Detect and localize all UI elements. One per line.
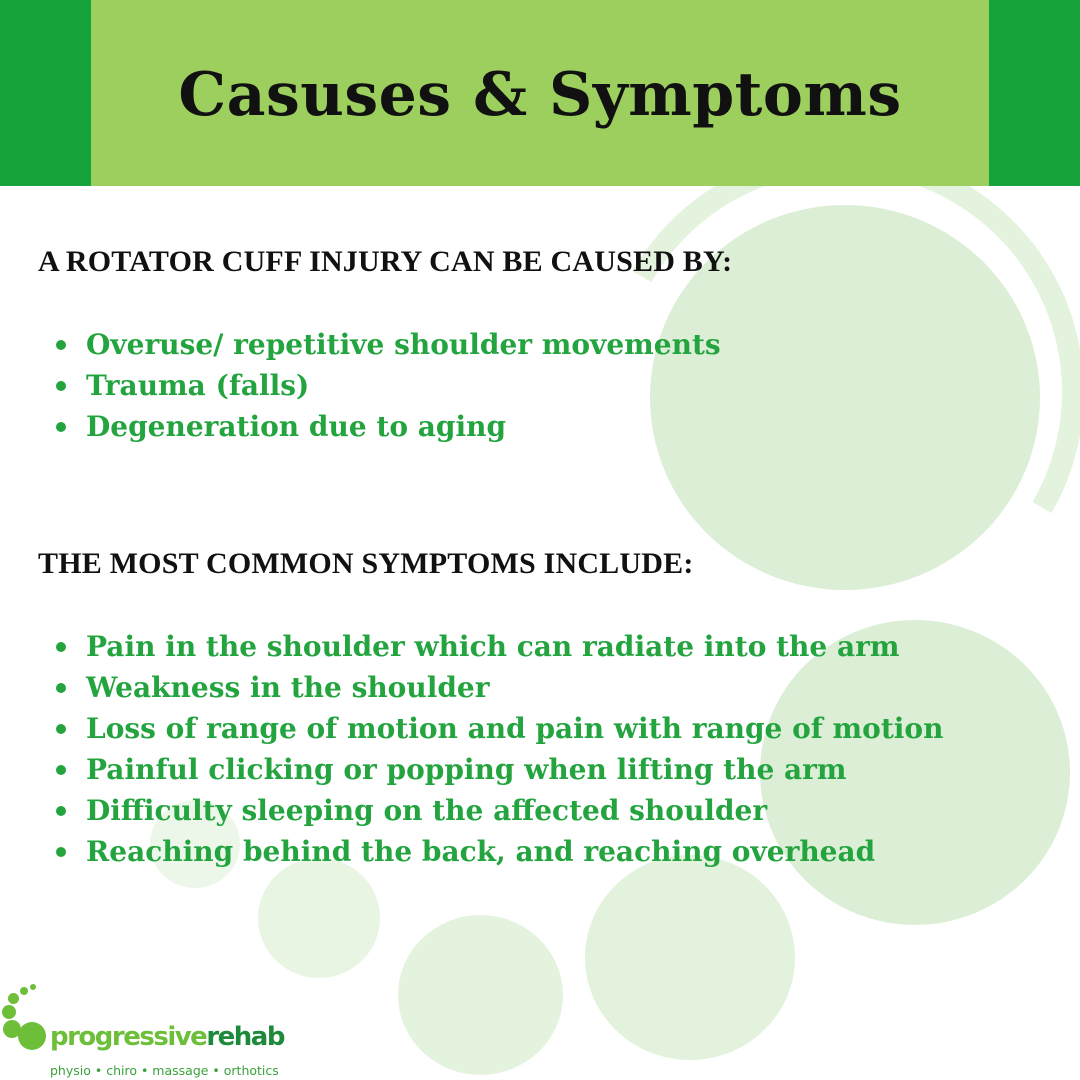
list-item [56, 749, 943, 790]
logo-dot-icon [30, 984, 36, 990]
list-item [56, 667, 943, 708]
bullet-icon [56, 806, 66, 816]
background-circle [258, 858, 380, 978]
bullet-icon [56, 422, 66, 432]
symptoms-list [56, 626, 943, 872]
list-item [56, 324, 721, 365]
logo-word-progressive: progressive [50, 1022, 207, 1052]
bullet-icon [56, 765, 66, 775]
company-logo [0, 980, 300, 1080]
bullet-icon [56, 847, 66, 857]
list-item-text: Difficulty sleeping on the affected shoulder [86, 794, 768, 827]
list-item [56, 406, 721, 447]
background-circle [585, 855, 795, 1060]
list-item [56, 365, 721, 406]
list-item-text: Pain in the shoulder which can radiate into the arm [86, 630, 900, 663]
list-item-text: Trauma (falls) [86, 369, 310, 402]
background-circle [398, 915, 563, 1075]
bullet-icon [56, 642, 66, 652]
list-item-text: Reaching behind the back, and reaching overhead [86, 835, 876, 868]
header-panel [91, 0, 989, 186]
list-item [56, 790, 943, 831]
causes-list [56, 324, 721, 447]
list-item [56, 626, 943, 667]
symptoms-heading: THE MOST COMMON SYMPTOMS INCLUDE: [38, 547, 694, 580]
logo-dot-icon [18, 1022, 46, 1050]
logo-dot-icon [20, 987, 28, 995]
list-item-text: Overuse/ repetitive shoulder movements [86, 328, 721, 361]
list-item-text: Loss of range of motion and pain with range of motion [86, 712, 944, 745]
bullet-icon [56, 683, 66, 693]
causes-heading: A ROTATOR CUFF INJURY CAN BE CAUSED BY: [38, 245, 733, 278]
logo-dot-icon [2, 1005, 16, 1019]
list-item-text: Degeneration due to aging [86, 410, 507, 443]
page-title: Casuses & Symptoms [178, 60, 902, 130]
logo-word-rehab: rehab [206, 1022, 284, 1052]
list-item-text: Weakness in the shoulder [86, 671, 490, 704]
list-item-text: Painful clicking or popping when lifting the arm [86, 753, 847, 786]
list-item [56, 831, 943, 872]
logo-dot-icon [8, 993, 19, 1004]
logo-wordmark [50, 1022, 284, 1052]
bullet-icon [56, 340, 66, 350]
logo-tagline: physio • chiro • massage • orthotics [50, 1063, 279, 1078]
bullet-icon [56, 381, 66, 391]
bullet-icon [56, 724, 66, 734]
list-item [56, 708, 943, 749]
